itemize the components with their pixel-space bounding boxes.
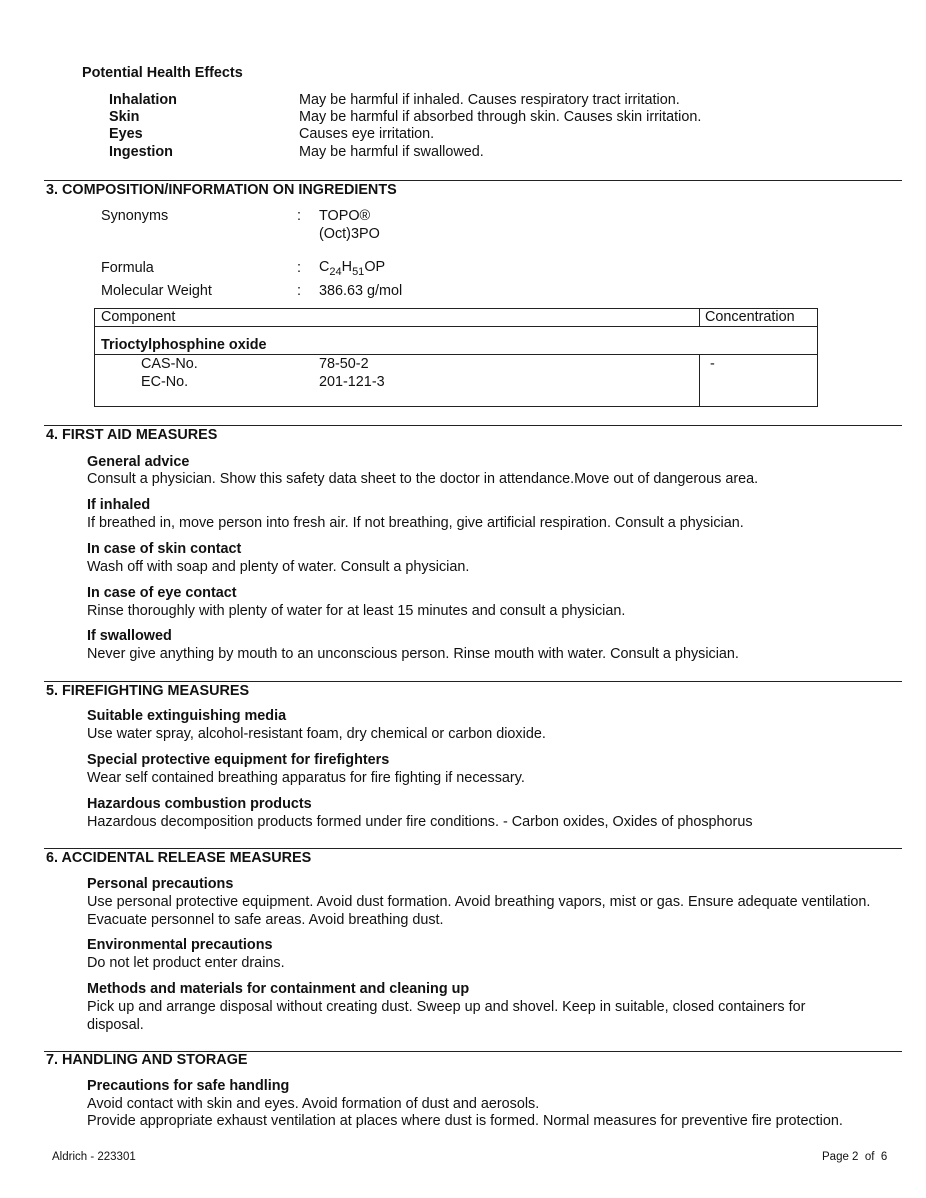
component-name: Trioctylphosphine oxide bbox=[95, 327, 818, 355]
molecular-weight-value: 386.63 g/mol bbox=[319, 283, 403, 299]
safe-handling-heading: Precautions for safe handling bbox=[87, 1078, 290, 1094]
containment-text: Pick up and arrange disposal without creating dust. Sweep up and shovel. Keep in suitable, closed containers for disposal. bbox=[87, 999, 806, 1033]
cas-value: 78-50-2 bbox=[319, 356, 369, 372]
combustion-products-text: Hazardous decomposition products formed under fire conditions. - Carbon oxides, Oxides of phosphorus bbox=[87, 814, 753, 830]
formula-colon: : bbox=[297, 260, 301, 276]
if-swallowed-heading: If swallowed bbox=[87, 628, 172, 644]
section-3-title: 3. COMPOSITION/INFORMATION ON INGREDIENTS bbox=[46, 182, 397, 198]
formula-value: $C_{24}H_{51}OP$ bbox=[319, 259, 386, 278]
ec-value: 201-121-3 bbox=[319, 374, 385, 390]
component-ids bbox=[95, 355, 700, 407]
combustion-products-heading: Hazardous combustion products bbox=[87, 796, 312, 812]
personal-precautions-text: Use personal protective equipment. Avoid dust formation. Avoid breathing vapors, mist or gas. Ensure adequate ventilation. Evacuate personnel to safe areas. Avoid breathing dust. bbox=[87, 894, 871, 928]
eye-contact-heading: In case of eye contact bbox=[87, 585, 237, 601]
extinguishing-media-heading: Suitable extinguishing media bbox=[87, 708, 287, 724]
health-label-skin: Skin bbox=[109, 109, 140, 125]
table-header-row bbox=[95, 309, 818, 327]
protective-equipment-text: Wear self contained breathing apparatus for fire fighting if necessary. bbox=[87, 770, 525, 786]
skin-contact-heading: In case of skin contact bbox=[87, 541, 242, 557]
general-advice-heading: General advice bbox=[87, 454, 190, 470]
safe-handling-text-2: Provide appropriate exhaust ventilation at places where dust is formed. Normal measures for preventive fire protection. bbox=[87, 1113, 843, 1129]
general-advice-text: Consult a physician. Show this safety data sheet to the doctor in attendance.Move out of dangerous area. bbox=[87, 471, 759, 487]
containment-heading: Methods and materials for containment and cleaning up bbox=[87, 981, 470, 997]
health-text-ingestion: May be harmful if swallowed. bbox=[299, 144, 484, 160]
environmental-precautions-heading: Environmental precautions bbox=[87, 937, 273, 953]
section-divider bbox=[44, 848, 902, 849]
if-inhaled-text: If breathed in, move person into fresh air. If not breathing, give artificial respiration. Consult a physician. bbox=[87, 515, 744, 531]
synonyms-colon: : bbox=[297, 208, 301, 224]
footer-product-code: Aldrich - 223301 bbox=[52, 1151, 136, 1163]
section-divider bbox=[44, 681, 902, 682]
section-6-title: 6. ACCIDENTAL RELEASE MEASURES bbox=[46, 850, 312, 866]
health-effects-title: Potential Health Effects bbox=[82, 65, 243, 81]
safe-handling-text-1: Avoid contact with skin and eyes. Avoid formation of dust and aerosols. bbox=[87, 1096, 540, 1112]
environmental-precautions-text: Do not let product enter drains. bbox=[87, 955, 285, 971]
section-divider bbox=[44, 180, 902, 181]
synonym-1: TOPO® bbox=[319, 208, 371, 224]
health-text-skin: May be harmful if absorbed through skin. Causes skin irritation. bbox=[299, 109, 702, 125]
section-5-title: 5. FIREFIGHTING MEASURES bbox=[46, 683, 250, 699]
protective-equipment-heading: Special protective equipment for firefighters bbox=[87, 752, 390, 768]
molecular-weight-label: Molecular Weight bbox=[101, 283, 212, 299]
extinguishing-media-text: Use water spray, alcohol-resistant foam, dry chemical or carbon dioxide. bbox=[87, 726, 546, 742]
formula-label: Formula bbox=[101, 260, 154, 276]
section-4-title: 4. FIRST AID MEASURES bbox=[46, 427, 218, 443]
if-inhaled-heading: If inhaled bbox=[87, 497, 151, 513]
health-label-inhalation: Inhalation bbox=[109, 92, 177, 108]
composition-table bbox=[94, 308, 818, 407]
health-text-inhalation: May be harmful if inhaled. Causes respiratory tract irritation. bbox=[299, 92, 680, 108]
table-row bbox=[95, 355, 818, 407]
section-divider bbox=[44, 425, 902, 426]
health-text-eyes: Causes eye irritation. bbox=[299, 126, 435, 142]
molecular-weight-colon: : bbox=[297, 283, 301, 299]
footer-page-number: Page 2 of 6 bbox=[822, 1151, 888, 1163]
health-label-ingestion: Ingestion bbox=[109, 144, 173, 160]
table-name-row bbox=[95, 327, 818, 355]
header-component: Component bbox=[95, 309, 700, 327]
health-label-eyes: Eyes bbox=[109, 126, 143, 142]
skin-contact-text: Wash off with soap and plenty of water. Consult a physician. bbox=[87, 559, 470, 575]
synonyms-label: Synonyms bbox=[101, 208, 169, 224]
concentration-value: - bbox=[700, 355, 818, 407]
personal-precautions-heading: Personal precautions bbox=[87, 876, 234, 892]
synonym-2: (Oct)3PO bbox=[319, 226, 380, 242]
section-7-title: 7. HANDLING AND STORAGE bbox=[46, 1052, 248, 1068]
cas-label: CAS-No. bbox=[141, 356, 198, 372]
header-concentration: Concentration bbox=[700, 309, 818, 327]
eye-contact-text: Rinse thoroughly with plenty of water for at least 15 minutes and consult a physician. bbox=[87, 603, 626, 619]
if-swallowed-text: Never give anything by mouth to an unconscious person. Rinse mouth with water. Consult a physician. bbox=[87, 646, 739, 662]
ec-label: EC-No. bbox=[141, 374, 189, 390]
